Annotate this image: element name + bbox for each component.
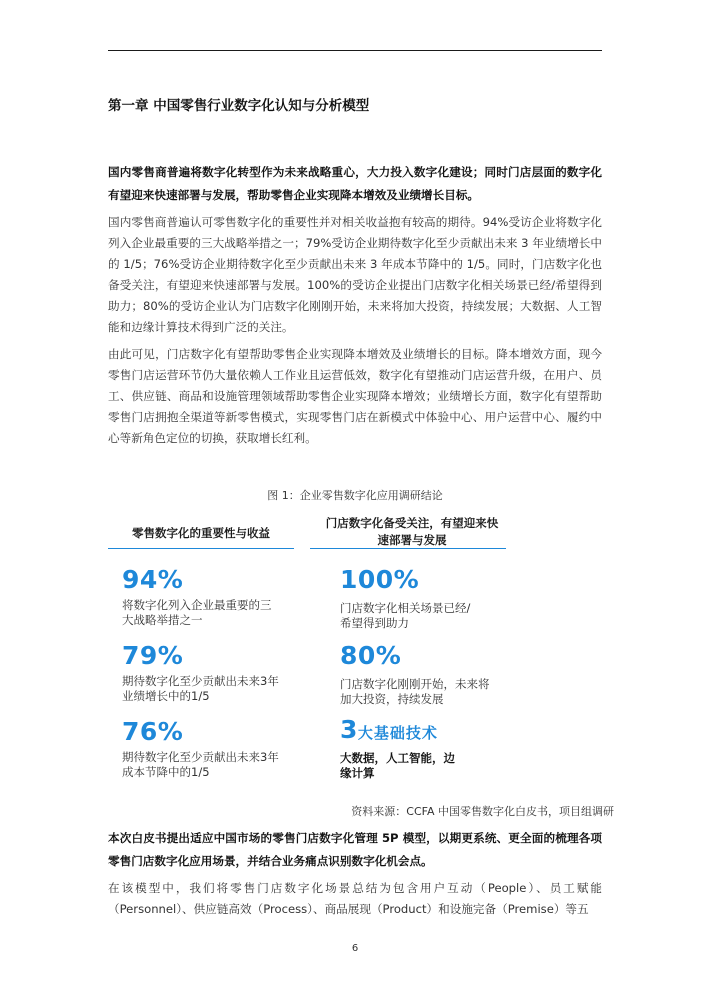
stat-desc-100: 门店数字化相关场景已经/希望得到助力	[340, 601, 471, 630]
stat-value-3-tech	[340, 715, 438, 744]
top-rule	[108, 50, 602, 51]
right-column-heading: 门店数字化备受关注，有望迎来快速部署与发展	[325, 516, 499, 547]
stat-value-3-suffix: 大基础技术	[357, 724, 438, 742]
stat-desc-94: 将数字化列入企业最重要的三大战略举措之一	[122, 598, 272, 627]
summary-bold-paragraph: 本次白皮书提出适应中国市场的零售门店数字化管理 5P 模型，以期更系统、更全面的梳理各项零售门店数字化应用场景，并结合业务痛点识别数字化机会点。	[108, 831, 602, 868]
paragraph-3: 在该模型中，我们将零售门店数字化场景总结为包含用户互动（People）、员工赋能（Personnel）、供应链高效（Process）、商品展现（Product）和设施完备（Premise）等五	[108, 881, 602, 916]
stat-value-100: 100%	[340, 565, 420, 594]
left-heading-rule	[108, 548, 294, 549]
figure-source: 资料来源：CCFA 中国零售数字化白皮书，项目组调研	[351, 805, 614, 818]
page-number: 6	[351, 943, 359, 954]
left-column-heading: 零售数字化的重要性与收益	[132, 526, 270, 540]
stat-value-80: 80%	[340, 641, 402, 670]
stat-desc-79: 期待数字化至少贡献出未来3年业绩增长中的1/5	[122, 674, 279, 703]
paragraph-1: 国内零售商普遍认可零售数字化的重要性并对相关收益抱有较高的期待。94%受访企业将数字化列入企业最重要的三大战略举措之一；79%受访企业期待数字化至少贡献出未来 3 年业绩增长中的 1/5；76%受访企业期待数字化至少贡献出未来 3 年成本节降中的 1/5。同时，门店数字化也备受关注，有望迎来快速部署与发展。100%的受访企业提出门店数字化相关场景已经/希望得到助力；80%的受访企业认为门店数字化刚刚开始，未来将加大投资，持续发展；大数据、人工智能和边缘计算技术得到广泛的关注。	[108, 215, 602, 334]
right-heading-rule	[310, 548, 506, 549]
stat-desc-80: 门店数字化刚刚开始，未来将加大投资，持续发展	[340, 677, 490, 706]
chapter-title: 第一章 中国零售行业数字化认知与分析模型	[108, 98, 370, 114]
stat-value-79: 79%	[122, 641, 184, 670]
stat-desc-76: 期待数字化至少贡献出未来3年成本节降中的1/5	[122, 750, 279, 779]
stat-value-3: 3	[340, 715, 358, 744]
stat-value-94: 94%	[122, 565, 184, 594]
figure-caption: 图 1：企业零售数字化应用调研结论	[267, 489, 443, 502]
intro-bold-paragraph: 国内零售商普遍将数字化转型作为未来战略重心，大力投入数字化建设；同时门店层面的数字化有望迎来快速部署与发展，帮助零售企业实现降本增效及业绩增长目标。	[108, 165, 602, 202]
stat-desc-3-tech: 大数据，人工智能，边缘计算	[340, 751, 455, 780]
stat-value-76: 76%	[122, 717, 184, 746]
paragraph-2: 由此可见，门店数字化有望帮助零售企业实现降本增效及业绩增长的目标。降本增效方面，现今零售门店运营环节仍大量依赖人工作业且运营低效，数字化有望推动门店运营升级，在用户、员工、供应链、商品和设施管理领域帮助零售企业实现降本增效；业绩增长方面，数字化有望帮助零售门店拥抱全渠道等新零售模式，实现零售门店在新模式中体验中心、用户运营中心、履约中心等新角色定位的切换，获取增长红利。	[108, 347, 602, 445]
